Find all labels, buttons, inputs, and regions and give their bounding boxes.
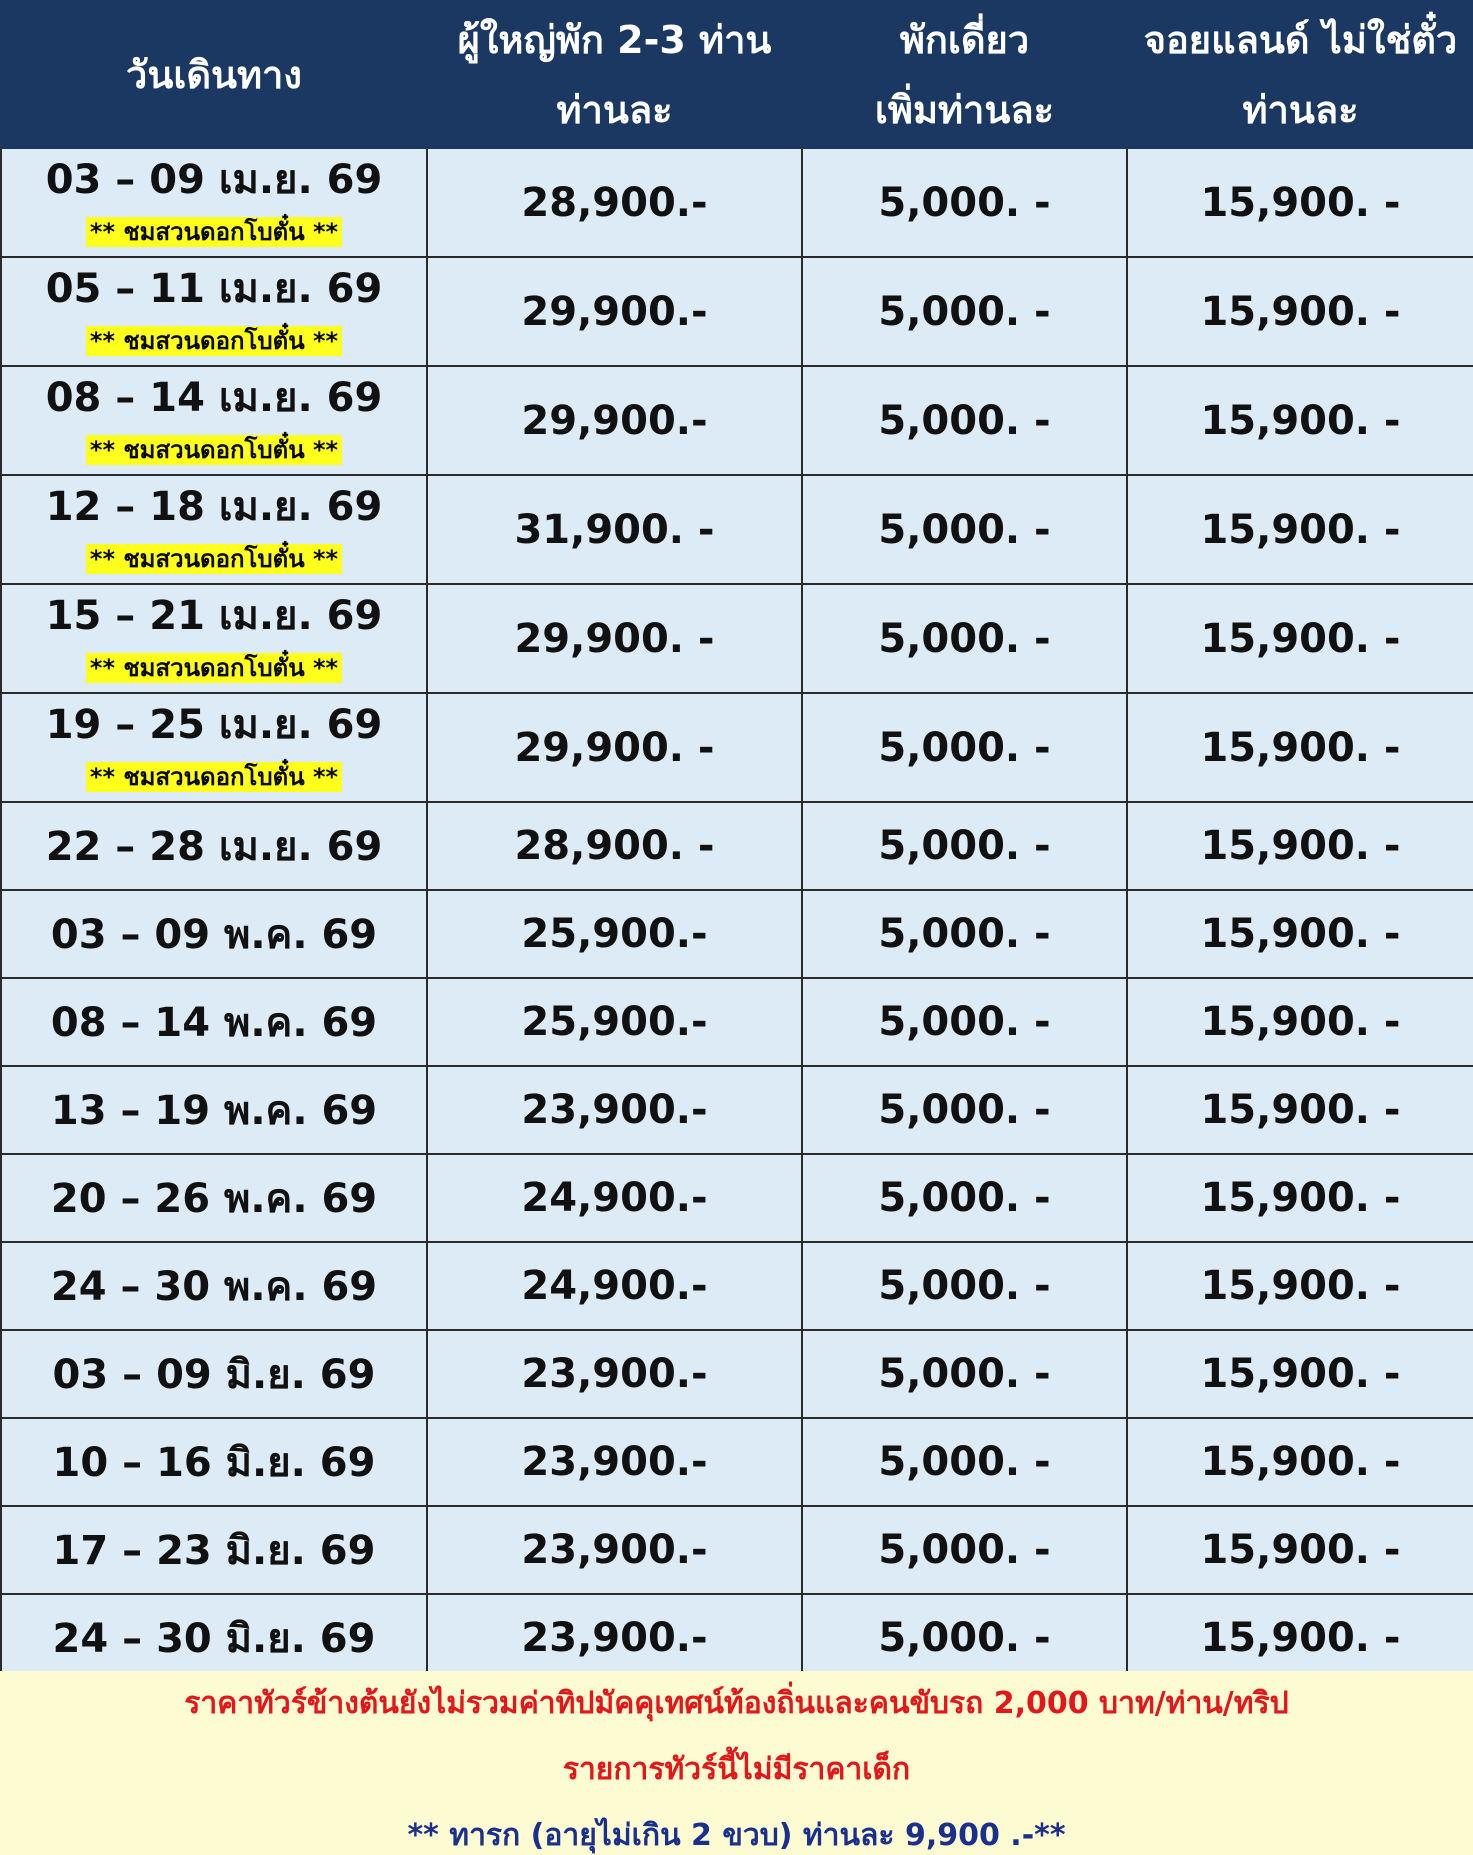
- travel-date-cell: 17 – 23 มิ.ย. 69: [1, 1506, 427, 1594]
- table-row: [1, 1066, 1473, 1154]
- date-cell: [1, 148, 427, 257]
- table-row: [1, 978, 1473, 1066]
- joinland-price-cell: 15,900. -: [1127, 1066, 1473, 1154]
- joinland-price-cell: 15,900. -: [1127, 475, 1473, 584]
- travel-date-cell: 24 – 30 พ.ค. 69: [1, 1242, 427, 1330]
- table-row: [1, 693, 1473, 802]
- single-supplement-cell: 5,000. -: [802, 1066, 1127, 1154]
- travel-date-cell: 20 – 26 พ.ค. 69: [1, 1154, 427, 1242]
- adult-price-cell: 29,900. -: [427, 693, 802, 802]
- travel-date-cell: 24 – 30 มิ.ย. 69: [1, 1594, 427, 1682]
- adult-price-cell: 29,900.-: [427, 366, 802, 475]
- joinland-price-cell: 15,900. -: [1127, 148, 1473, 257]
- joinland-price-cell: 15,900. -: [1127, 693, 1473, 802]
- adult-price-cell: 28,900.-: [427, 148, 802, 257]
- joinland-price-cell: 15,900. -: [1127, 890, 1473, 978]
- table-row: [1, 890, 1473, 978]
- single-supplement-cell: 5,000. -: [802, 475, 1127, 584]
- header-line: ท่านละ: [556, 87, 673, 132]
- footer-notes: [0, 1671, 1473, 1855]
- adult-price-cell: 23,900.-: [427, 1594, 802, 1682]
- table-row: [1, 1154, 1473, 1242]
- joinland-price-cell: 15,900. -: [1127, 1154, 1473, 1242]
- adult-price-cell: 24,900.-: [427, 1154, 802, 1242]
- header-line: จอยแลนด์ ไม่ใช่ตั๋ว: [1143, 17, 1458, 62]
- single-supplement-cell: 5,000. -: [802, 978, 1127, 1066]
- travel-date-cell: 13 – 19 พ.ค. 69: [1, 1066, 427, 1154]
- date-cell: [1, 693, 427, 802]
- joinland-price-cell: 15,900. -: [1127, 1330, 1473, 1418]
- tip-note: ราคาทัวร์ข้างต้นยังไม่รวมค่าทิปมัคคุเทศน์ท้องถิ่นและคนขับรถ 2,000 บาท/ท่าน/ทริป: [184, 1686, 1289, 1721]
- promo-badge: ** ชมสวนดอกโบตั๋น **: [86, 326, 342, 356]
- single-supplement-cell: 5,000. -: [802, 257, 1127, 366]
- infant-price-note: ** ทารก (อายุไม่เกิน 2 ขวบ) ท่านละ 9,900 .-**: [407, 1818, 1066, 1853]
- table-row: [1, 802, 1473, 890]
- travel-date-cell: 10 – 16 มิ.ย. 69: [1, 1418, 427, 1506]
- header-line: เพิ่มท่านละ: [874, 87, 1055, 132]
- joinland-price-cell: 15,900. -: [1127, 584, 1473, 693]
- date-cell: [1, 366, 427, 475]
- single-supplement-cell: 5,000. -: [802, 1506, 1127, 1594]
- single-supplement-cell: 5,000. -: [802, 890, 1127, 978]
- travel-date: 12 – 18 เม.ย. 69: [45, 483, 383, 530]
- promo-badge: ** ชมสวนดอกโบตั๋น **: [86, 435, 342, 465]
- table-row: [1, 1242, 1473, 1330]
- table-row: [1, 1594, 1473, 1682]
- single-supplement-cell: 5,000. -: [802, 1242, 1127, 1330]
- header-line: วันเดินทาง: [126, 52, 302, 97]
- single-supplement-cell: 5,000. -: [802, 1154, 1127, 1242]
- single-supplement-cell: 5,000. -: [802, 148, 1127, 257]
- travel-date-cell: 03 – 09 พ.ค. 69: [1, 890, 427, 978]
- promo-badge: ** ชมสวนดอกโบตั๋น **: [86, 544, 342, 574]
- single-supplement-cell: 5,000. -: [802, 802, 1127, 890]
- single-supplement-cell: 5,000. -: [802, 584, 1127, 693]
- table-row: [1, 366, 1473, 475]
- header-adult-price: [427, 1, 802, 148]
- single-supplement-cell: 5,000. -: [802, 366, 1127, 475]
- joinland-price-cell: 15,900. -: [1127, 978, 1473, 1066]
- adult-price-cell: 23,900.-: [427, 1330, 802, 1418]
- table-row: [1, 1330, 1473, 1418]
- table-row: [1, 475, 1473, 584]
- adult-price-cell: 23,900.-: [427, 1506, 802, 1594]
- travel-date: 08 – 14 เม.ย. 69: [45, 374, 383, 421]
- single-supplement-cell: 5,000. -: [802, 1594, 1127, 1682]
- adult-price-cell: 23,900.-: [427, 1066, 802, 1154]
- table-row: [1, 148, 1473, 257]
- joinland-price-cell: 15,900. -: [1127, 1594, 1473, 1682]
- table-row: [1, 1418, 1473, 1506]
- adult-price-cell: 28,900. -: [427, 802, 802, 890]
- table-row: [1, 257, 1473, 366]
- header-travel-date: [1, 1, 427, 148]
- table-row: [1, 1506, 1473, 1594]
- adult-price-cell: 24,900.-: [427, 1242, 802, 1330]
- single-supplement-cell: 5,000. -: [802, 1418, 1127, 1506]
- table-row: [1, 584, 1473, 693]
- header-line: ผู้ใหญ่พัก 2-3 ท่าน: [457, 17, 772, 62]
- promo-badge: ** ชมสวนดอกโบตั๋น **: [86, 653, 342, 683]
- adult-price-cell: 25,900.-: [427, 890, 802, 978]
- joinland-price-cell: 15,900. -: [1127, 1418, 1473, 1506]
- adult-price-cell: 29,900. -: [427, 584, 802, 693]
- joinland-price-cell: 15,900. -: [1127, 1506, 1473, 1594]
- joinland-price-cell: 15,900. -: [1127, 257, 1473, 366]
- date-cell: [1, 257, 427, 366]
- promo-badge: ** ชมสวนดอกโบตั๋น **: [86, 762, 342, 792]
- table-header-row: [1, 1, 1473, 148]
- header-single-supplement: [802, 1, 1127, 148]
- adult-price-cell: 31,900. -: [427, 475, 802, 584]
- joinland-price-cell: 15,900. -: [1127, 802, 1473, 890]
- date-cell: [1, 475, 427, 584]
- travel-date: 05 – 11 เม.ย. 69: [45, 265, 383, 312]
- header-line: ท่านละ: [1242, 87, 1359, 132]
- no-child-price-note: รายการทัวร์นี้ไม่มีราคาเด็ก: [562, 1752, 911, 1787]
- travel-date: 15 – 21 เม.ย. 69: [45, 592, 383, 639]
- travel-date-cell: 03 – 09 มิ.ย. 69: [1, 1330, 427, 1418]
- joinland-price-cell: 15,900. -: [1127, 366, 1473, 475]
- single-supplement-cell: 5,000. -: [802, 1330, 1127, 1418]
- promo-badge: ** ชมสวนดอกโบตั๋น **: [86, 217, 342, 247]
- joinland-price-cell: 15,900. -: [1127, 1242, 1473, 1330]
- header-line: พักเดี่ยว: [899, 17, 1030, 62]
- adult-price-cell: 25,900.-: [427, 978, 802, 1066]
- travel-date: 19 – 25 เม.ย. 69: [45, 701, 383, 748]
- travel-date-cell: 08 – 14 พ.ค. 69: [1, 978, 427, 1066]
- travel-date: 03 – 09 เม.ย. 69: [45, 156, 383, 203]
- date-cell: [1, 584, 427, 693]
- adult-price-cell: 29,900.-: [427, 257, 802, 366]
- header-joinland-price: [1127, 1, 1473, 148]
- travel-date-cell: 22 – 28 เม.ย. 69: [1, 802, 427, 890]
- adult-price-cell: 23,900.-: [427, 1418, 802, 1506]
- single-supplement-cell: 5,000. -: [802, 693, 1127, 802]
